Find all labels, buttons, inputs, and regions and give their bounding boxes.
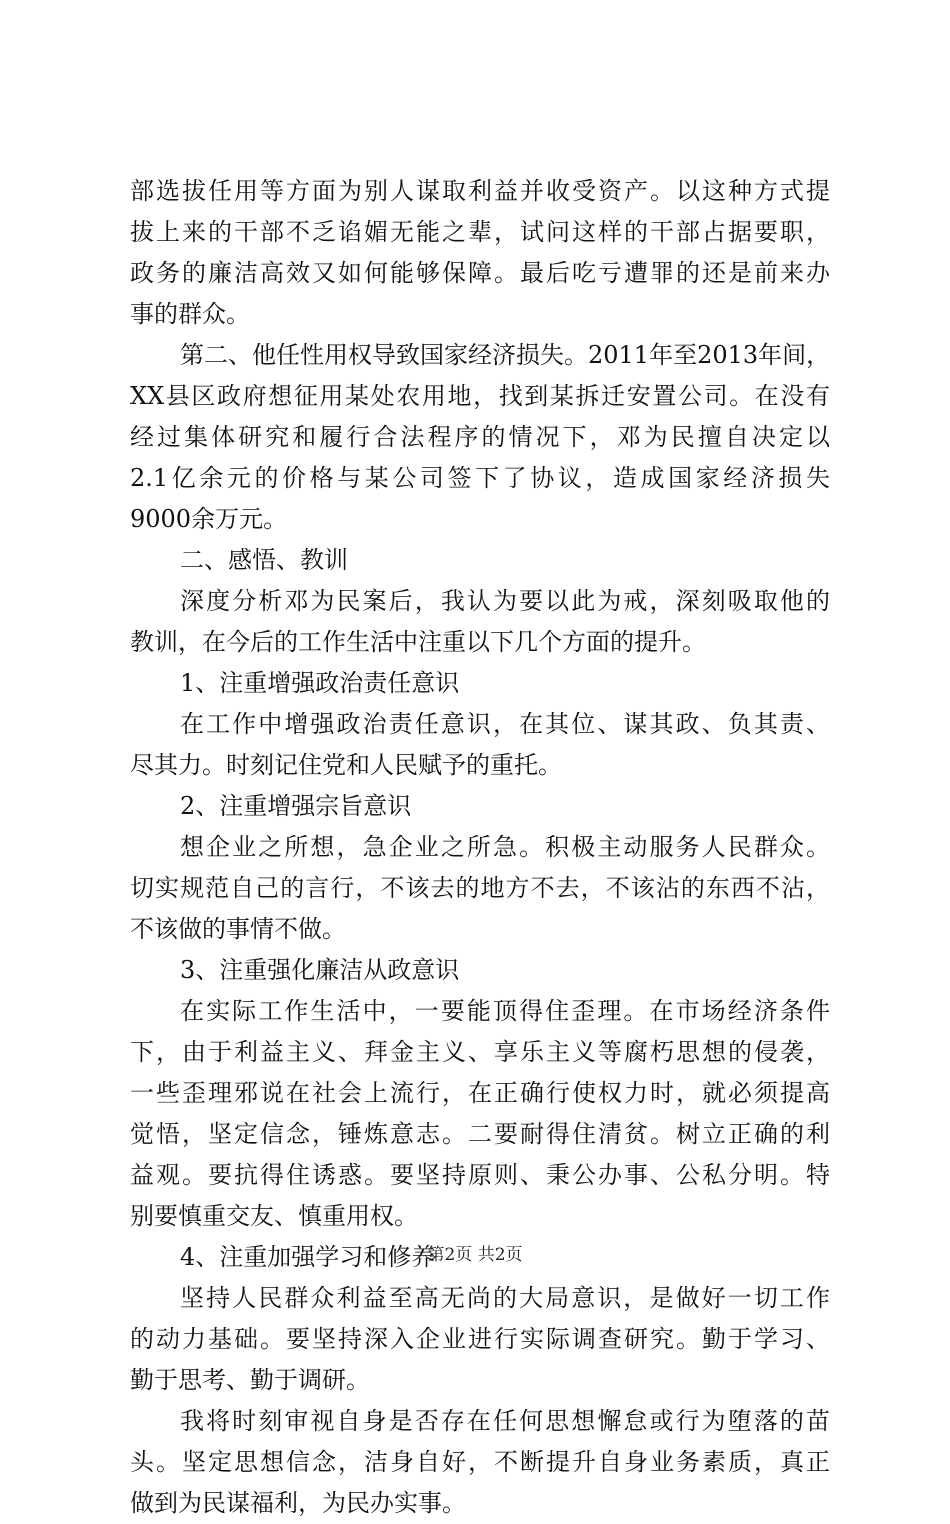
text-line: 3、注重强化廉洁从政意识 — [180, 956, 460, 984]
text-line: 想企业之所想，急企业之所急。积极主动服务人民群众。 — [180, 833, 830, 861]
text-line: 一些歪理邪说在社会上流行，在正确行使权力时，就必须提高 — [130, 1079, 830, 1107]
text-line: 第二、他任性用权导致国家经济损失。2011年至2013年间， — [180, 341, 831, 369]
text-line: 政务的廉洁高效又如何能够保障。最后吃亏遭罪的还是前来办 — [130, 259, 830, 287]
document-body — [130, 171, 830, 1524]
text-line: 2、注重增强宗旨意识 — [180, 792, 412, 820]
text-line: 坚持人民群众利益至高无尚的大局意识，是做好一切工作 — [180, 1284, 830, 1312]
text-line: 4、注重加强学习和修养 — [180, 1243, 436, 1271]
page-footer: 第2页 共2页 — [427, 1245, 523, 1265]
text-line: 教训，在今后的工作生活中注重以下几个方面的提升。 — [130, 628, 706, 656]
text-line: 切实规范自己的言行，不该去的地方不去，不该沾的东西不沾， — [130, 874, 830, 902]
text-line: 2.1亿余元的价格与某公司签下了协议，造成国家经济损失 — [130, 464, 830, 492]
text-line: 拔上来的干部不乏谄媚无能之辈，试问这样的干部占据要职， — [130, 218, 830, 246]
text-line: 做到为民谋福利，为民办实事。 — [130, 1489, 466, 1517]
text-line: 在实际工作生活中，一要能顶得住歪理。在市场经济条件 — [180, 997, 830, 1025]
text-line: 事的群众。 — [130, 300, 250, 328]
text-line: 1、注重增强政治责任意识 — [180, 669, 460, 697]
text-line: 尽其力。时刻记住党和人民赋予的重托。 — [130, 751, 562, 779]
text-line: 头。坚定思想信念，洁身自好，不断提升自身业务素质，真正 — [130, 1448, 830, 1476]
text-line: 深度分析邓为民案后，我认为要以此为戒，深刻吸取他的 — [180, 587, 830, 615]
text-line: 觉悟，坚定信念，锤炼意志。二要耐得住清贫。树立正确的利 — [130, 1120, 830, 1148]
text-line: 我将时刻审视自身是否存在任何思想懈怠或行为堕落的苗 — [180, 1407, 830, 1435]
text-line: 不该做的事情不做。 — [130, 915, 346, 943]
text-line: 部选拔任用等方面为别人谋取利益并收受资产。以这种方式提 — [130, 177, 830, 205]
text-line: 二、感悟、教训 — [180, 546, 348, 574]
text-line: 益观。要抗得住诱惑。要坚持原则、秉公办事、公私分明。特 — [130, 1161, 830, 1189]
text-line: 在工作中增强政治责任意识，在其位、谋其政、负其责、 — [180, 710, 830, 738]
text-line: 下，由于利益主义、拜金主义、享乐主义等腐朽思想的侵袭， — [130, 1038, 830, 1066]
text-line: 9000余万元。 — [130, 505, 288, 533]
text-line: XX县区政府想征用某处农用地，找到某拆迁安置公司。在没有 — [130, 382, 830, 410]
text-line: 经过集体研究和履行合法程序的情况下，邓为民擅自决定以 — [130, 423, 830, 451]
text-line: 的动力基础。要坚持深入企业进行实际调查研究。勤于学习、 — [130, 1325, 830, 1353]
text-line: 别要慎重交友、慎重用权。 — [130, 1202, 418, 1230]
text-line: 勤于思考、勤于调研。 — [130, 1366, 370, 1394]
